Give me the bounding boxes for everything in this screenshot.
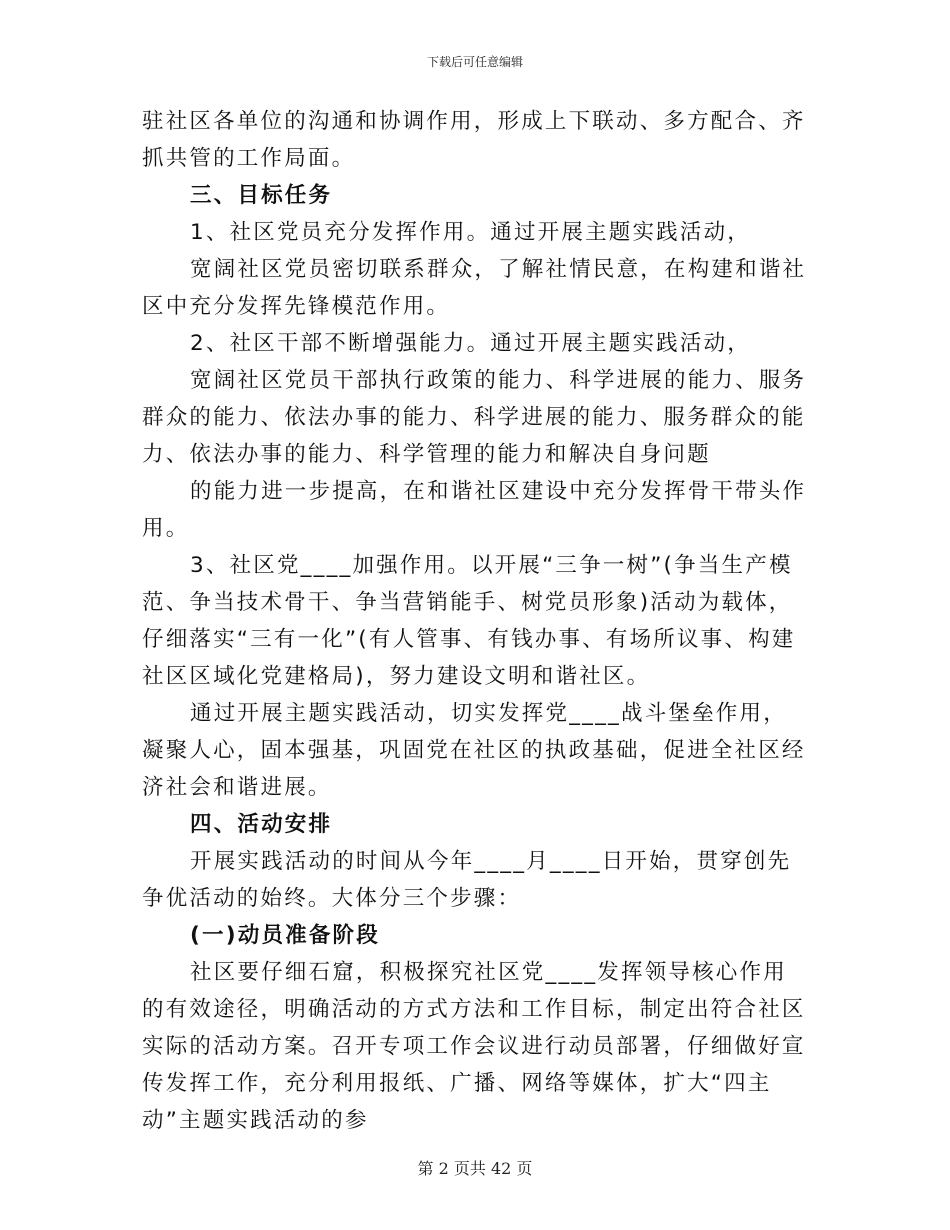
paragraph: 宽阔社区党员密切联系群众，了解社情民意，在构建和谐社区中充分发挥先锋模范作用。 <box>142 257 807 319</box>
document-body <box>142 103 807 1139</box>
section-heading: 四、活动安排 <box>190 812 333 837</box>
section-heading: 三、目标任务 <box>190 183 333 208</box>
paragraph: 开展实践活动的时间从今年____月____日开始，贯穿创先争优活动的始终。大体分三个步骤： <box>142 849 792 911</box>
page-header: 下载后可任意编辑 <box>426 55 523 69</box>
paragraph: 1、社区党员充分发挥作用。通过开展主题实践活动， <box>190 220 751 245</box>
subsection-heading: (一)动员准备阶段 <box>190 923 380 948</box>
paragraph: 宽阔社区党员干部执行政策的能力、科学进展的能力、服务群众的能力、依法办事的能力、科学进展的能力、服务群众的能力、依法办事的能力、科学管理的能力和解决自身问题 <box>142 368 807 467</box>
paragraph: 2、社区干部不断增强能力。通过开展主题实践活动， <box>190 331 751 356</box>
paragraph: 驻社区各单位的沟通和协调作用，形成上下联动、多方配合、齐抓共管的工作局面。 <box>142 109 806 171</box>
paragraph: 社区要仔细石窟，积极探究社区党____发挥领导核心作用的有效途径，明确活动的方式方法和工作目标，制定出符合社区实际的活动方案。召开专项工作会议进行动员部署，仔细做好宣传发挥工作，充分利用报纸、广播、网络等媒体，扩大“四主动”主题实践活动的参 <box>142 960 806 1133</box>
paragraph: 的能力进一步提高，在和谐社区建设中充分发挥骨干带头作用。 <box>142 479 807 541</box>
page-footer: 第 2 页共 42 页 <box>417 1159 533 1178</box>
paragraph: 通过开展主题实践活动，切实发挥党____战斗堡垒作用，凝聚人心，固本强基，巩固党在社区的执政基础，促进全社区经济社会和谐进展。 <box>142 701 806 800</box>
paragraph: 3、社区党____加强作用。以开展“三争一树”(争当生产模范、争当技术骨干、争当营销能手、树党员形象)活动为载体，仔细落实“三有一化”(有人管事、有钱办事、有场所议事、构建社区区域化党建格局)，努力建设文明和谐社区。 <box>142 553 796 689</box>
